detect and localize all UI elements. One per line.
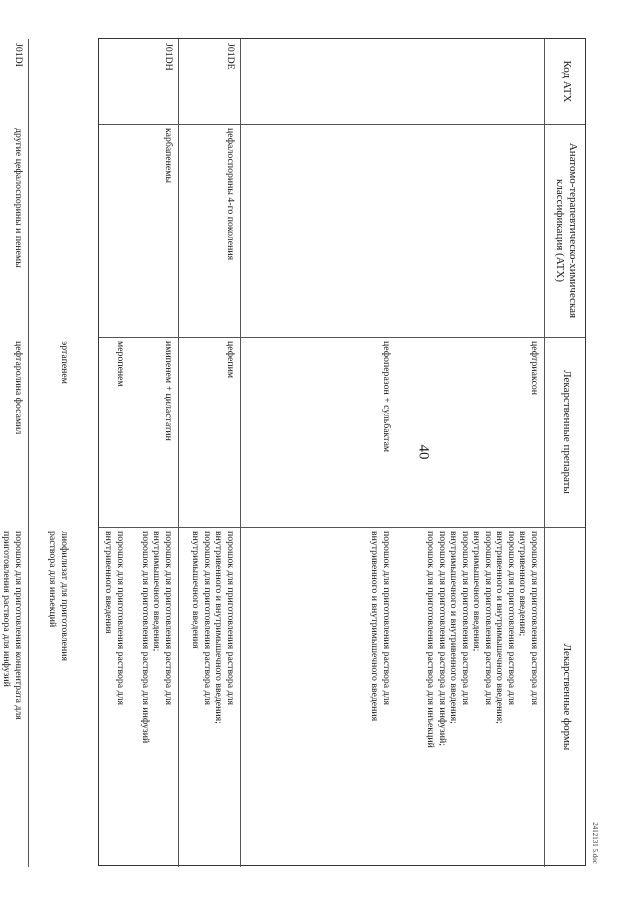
header-drugs: Лекарственные препараты xyxy=(561,370,573,494)
form-line: приготовления раствора для инфузий xyxy=(1,531,13,687)
form-line: порошок для приготовления раствора для инъекций xyxy=(425,531,437,748)
header-code: Код АТХ xyxy=(561,60,573,103)
cell-drug: эртапенем xyxy=(59,341,70,384)
cell-code: J01DE xyxy=(225,43,236,70)
form-line: внутривенного и внутримышечного введения; xyxy=(213,531,225,724)
cell-forms xyxy=(103,527,126,867)
cell-forms xyxy=(140,527,175,867)
header-forms: Лекарственные формы xyxy=(561,643,573,751)
form-line: порошок для приготовления раствора для xyxy=(163,531,174,705)
header-atx-line: Анатомо-терапевтическо-химическая xyxy=(567,142,579,319)
table-row xyxy=(178,39,241,867)
form-line: внутривенного введения xyxy=(103,531,115,634)
form-line: раствора для инъекций xyxy=(47,531,59,628)
cell-drug: цефтриаксон xyxy=(529,341,540,395)
page-number: 40 xyxy=(415,444,432,460)
form-line: внутривенного введения; xyxy=(517,531,529,637)
form-line: порошок для приготовления раствора для xyxy=(381,531,392,705)
cell-drug: имипенем + циластатин xyxy=(163,341,174,441)
form-line: порошок для приготовления раствора для xyxy=(225,531,236,705)
cell-code: J01DI xyxy=(13,43,24,67)
form-line: внутривенного и внутримышечного введения; xyxy=(494,531,506,724)
form-line: внутримышечного введения; xyxy=(151,531,163,652)
form-line: порошок для приготовления раствора для xyxy=(529,531,540,705)
cell-atx: цефалоспорины 4-го поколения xyxy=(225,128,236,261)
table-row xyxy=(28,39,179,867)
form-line: внутримышечного и внутривенного введения; xyxy=(448,531,460,724)
drug-table xyxy=(1,38,586,866)
form-line: порошок для приготовления раствора для инфузий; xyxy=(437,531,448,746)
cell-forms xyxy=(190,527,236,867)
form-line: порошок для приготовления раствора для инфузий xyxy=(140,531,151,744)
form-line: внутривенного и внутримышечного введения xyxy=(369,531,381,722)
cell-drug: цефепим xyxy=(225,341,236,379)
footer-filename: 2412131 5.doc xyxy=(591,822,599,864)
form-line: порошок для приготовления раствора для xyxy=(115,531,126,705)
form-line: порошок для приготовления раствора для xyxy=(460,531,471,705)
form-line: порошок для приготовления раствора для xyxy=(483,531,494,705)
header-atx xyxy=(553,124,579,337)
cell-forms xyxy=(1,527,24,867)
table-header-row xyxy=(545,39,585,867)
table-row xyxy=(0,39,29,867)
header-atx-line: классификация (АТХ) xyxy=(554,179,566,282)
cell-drug: цефоперазон + сульбактам xyxy=(381,341,392,453)
form-line: порошок для приготовления раствора для xyxy=(202,531,213,705)
table-row xyxy=(240,39,545,867)
cell-forms xyxy=(369,527,392,867)
cell-drug: меропенем xyxy=(115,341,126,387)
form-line: внутримышечного введения; xyxy=(471,531,483,652)
form-line: порошок для приготовления раствора для xyxy=(506,531,517,705)
form-line: лиофилизат для приготовления xyxy=(59,531,70,661)
cell-atx: карбапенемы xyxy=(163,128,174,184)
cell-drug: цефтаролина фосамил xyxy=(13,341,24,435)
form-line: порошок для приготовления концентрата для xyxy=(13,531,24,720)
form-line: внутримышечного введения xyxy=(190,531,202,649)
cell-forms xyxy=(47,527,70,867)
cell-atx: другие цефалоспорины и пенемы xyxy=(13,128,24,268)
cell-code: J01DH xyxy=(163,43,174,71)
cell-forms xyxy=(425,527,540,867)
